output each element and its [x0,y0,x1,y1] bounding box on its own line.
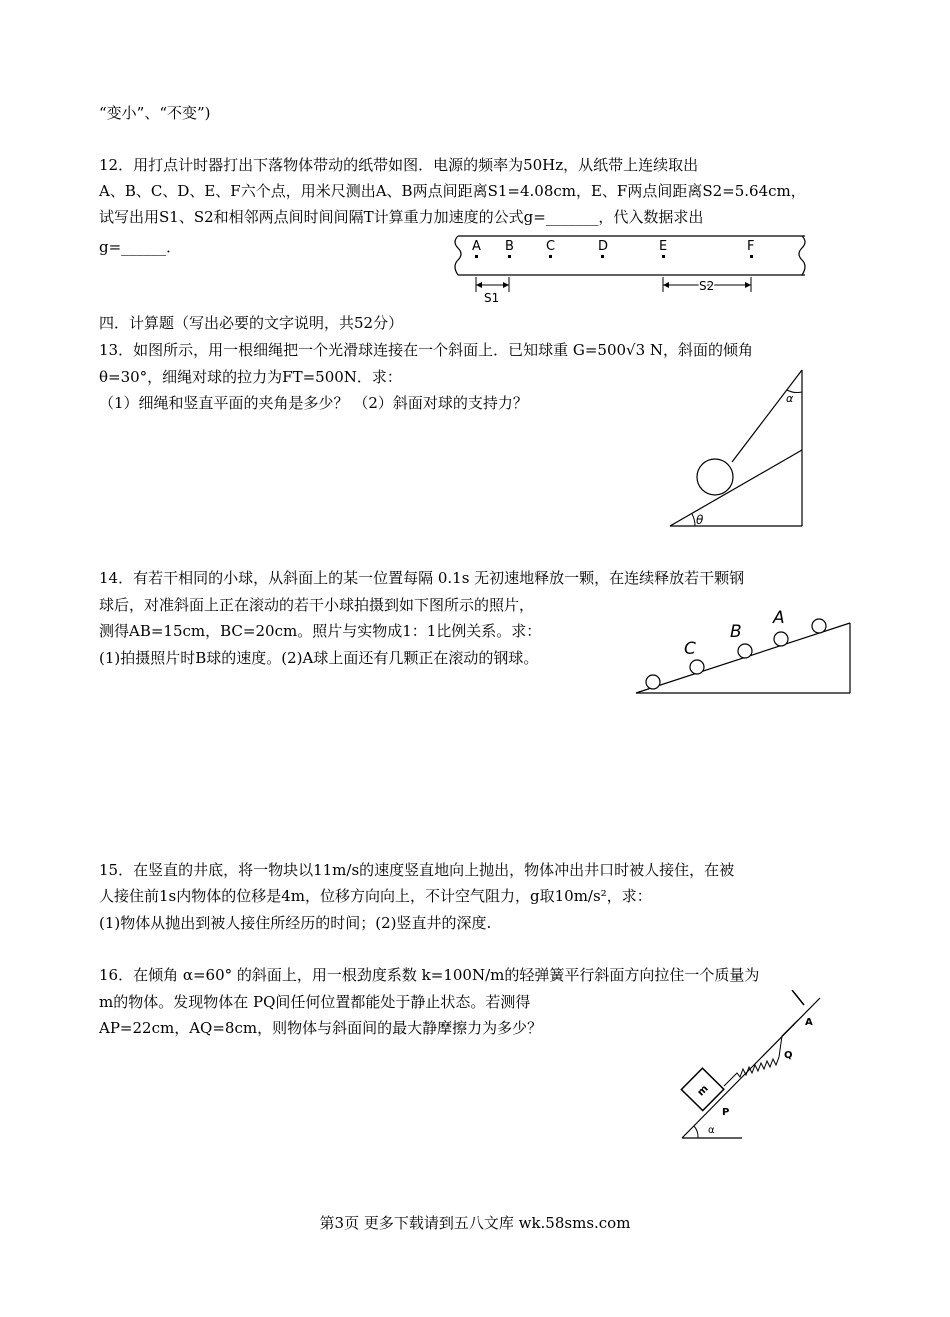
q12-line-3: 试写出用S1、S2和相邻两点间时间间隔T计算重力加速度的公式g=_______，代入数据求出 [99,208,704,226]
theta-label: θ [696,513,704,527]
ball-b [738,644,752,658]
tape-label-f: F [747,239,755,254]
q15-line-1: 15．在竖直的井底，将一物块以11m/s的速度竖直地向上抛出，物体冲出井口时被人接住，在被 [99,861,735,879]
q12-line-2: A、B、C、D、E、F六个点，用米尺测出A、B两点间距离S1=4.08cm，E、F两点间距离S2=5.64cm， [99,182,806,200]
ball-top [812,619,826,633]
label-a: A [805,1017,813,1028]
q15-line-3: (1)物体从抛出到被人接住所经历的时间；(2)竖直井的深度. [99,914,492,932]
q14-line-1: 14．有若干相同的小球，从斜面上的某一位置每隔 0.1s 无初速地释放一颗，在连续释放若干颗钢 [99,569,745,587]
tape-label-d: D [598,239,609,254]
ball-c [690,660,704,674]
ball-label-a: A [773,608,785,628]
q14-line-2: 球后，对准斜面上正在滚动的若干小球拍摄到如下图所示的照片， [99,596,535,614]
page-footer: 第3页 更多下载请到五八文库 wk.58sms.com [319,1214,631,1232]
q14-line-4: (1)拍摄照片时B球的速度。(2)A球上面还有几颗正在滚动的钢球。 [99,649,539,667]
tape-label-e: E [659,239,668,254]
label-p: P [722,1107,730,1118]
ball-lowest [646,675,660,689]
tape-label-c: C [546,239,556,254]
mass-label: m [695,1083,711,1099]
q13-line-1: 13．如图所示，用一根细绳把一个光滑球连接在一个斜面上．已知球重 G=500√3 N，斜面的倾角 [99,341,754,359]
q14-line-3: 测得AB=15cm，BC=20cm。照片与实物成1：1比例关系。求： [99,622,542,640]
q12-line-4: g=______． [99,238,182,256]
tape-s1-label: S1 [484,291,500,305]
tape-s2-label: S2 [699,279,715,293]
rolling-balls-figure [630,605,855,700]
prev-question-tail: “变小”、“不变”) [99,104,211,122]
q16-line-2: m的物体。发现物体在 PQ间任何位置都能处于静止状态。若测得 [99,993,531,1011]
ball-a [774,632,788,646]
section-four-heading: 四．计算题（写出必要的文字说明，共52分） [99,314,404,332]
tape-label-b: B [505,239,514,254]
q16-line-1: 16．在倾角 α=60° 的斜面上，用一根劲度系数 k=100N/m的轻弹簧平行斜面方向拉住一个质量为 [99,966,760,984]
ticker-tape-figure [450,230,810,308]
spring-incline-figure [672,990,832,1142]
q15-line-2: 人接住前1s内物体的位移是4m，位移方向向上，不计空气阻力，g取10m/s²，求： [99,887,652,905]
q13-line-3: （1）细绳和竖直平面的夹角是多少？ （2）斜面对球的支持力？ [99,394,528,412]
ball-label-b: B [730,622,742,642]
q12-line-1: 12．用打点计时器打出下落物体带动的纸带如图．电源的频率为50Hz，从纸带上连续取出 [99,156,699,174]
alpha-label: α [786,392,794,405]
tape-label-a: A [472,239,481,254]
label-q: Q [784,1050,793,1061]
alpha-angle-label: α [708,1125,715,1136]
tape-dots [475,255,753,258]
q13-line-2: θ=30°，细绳对球的拉力为FT=500N．求： [99,368,402,386]
incline-rope-ball-figure [665,365,810,535]
q16-line-3: AP=22cm，AQ=8cm，则物体与斜面间的最大静摩擦力为多少？ [99,1019,543,1037]
ball-label-c: C [684,639,696,659]
